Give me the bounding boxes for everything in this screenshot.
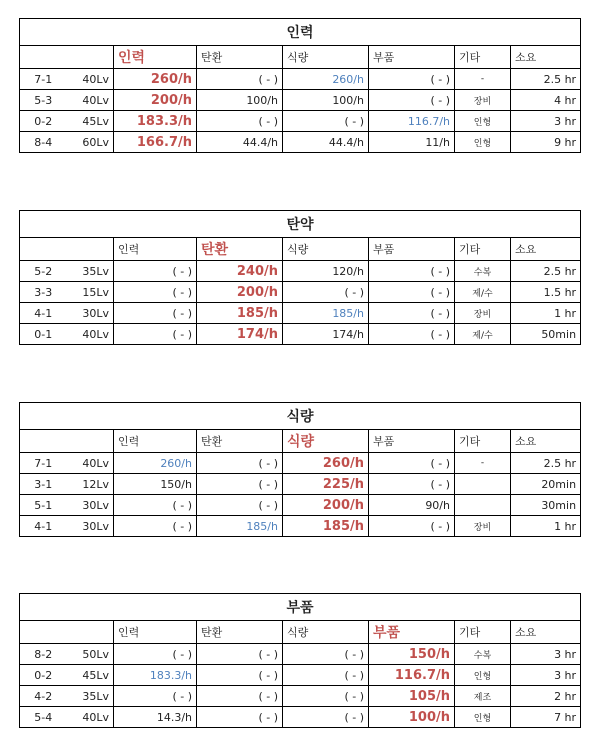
value-cell: ( - ) — [283, 707, 369, 728]
value-cell: ( - ) — [114, 282, 197, 303]
header-row — [20, 238, 581, 261]
map-cell: 3-3 — [20, 282, 67, 303]
value-cell: ( - ) — [114, 303, 197, 324]
level-cell: 40Lv — [67, 90, 114, 111]
section-title: 인력 — [20, 19, 581, 46]
etc-cell: 인형 — [455, 111, 511, 132]
value-cell: ( - ) — [369, 90, 455, 111]
map-cell: 5-4 — [20, 707, 67, 728]
value-cell: 183.3/h — [114, 111, 197, 132]
column-header: 기타 — [455, 621, 511, 644]
table-row — [20, 324, 581, 345]
header-blank — [20, 238, 114, 261]
table-row — [20, 111, 581, 132]
value-cell: 150/h — [114, 474, 197, 495]
value-cell: ( - ) — [369, 261, 455, 282]
value-cell: 100/h — [283, 90, 369, 111]
etc-cell: 제조 — [455, 686, 511, 707]
time-cell: 2.5 hr — [511, 453, 581, 474]
value-cell: ( - ) — [197, 474, 283, 495]
time-cell: 2.5 hr — [511, 261, 581, 282]
section-table-4 — [19, 593, 581, 728]
value-cell: ( - ) — [369, 453, 455, 474]
map-cell: 4-1 — [20, 303, 67, 324]
time-cell: 2.5 hr — [511, 69, 581, 90]
level-cell: 60Lv — [67, 132, 114, 153]
value-cell: ( - ) — [197, 707, 283, 728]
time-cell: 3 hr — [511, 111, 581, 132]
section-table-1 — [19, 18, 581, 153]
time-cell: 1 hr — [511, 303, 581, 324]
column-header: 소요 — [511, 238, 581, 261]
header-row — [20, 430, 581, 453]
value-cell: ( - ) — [369, 69, 455, 90]
table-row — [20, 132, 581, 153]
etc-cell: 장비 — [455, 516, 511, 537]
time-cell: 7 hr — [511, 707, 581, 728]
level-cell: 15Lv — [67, 282, 114, 303]
column-header: 기타 — [455, 430, 511, 453]
level-cell: 50Lv — [67, 644, 114, 665]
value-cell: 185/h — [283, 516, 369, 537]
value-cell: ( - ) — [197, 495, 283, 516]
column-header: 부품 — [369, 238, 455, 261]
value-cell: ( - ) — [197, 111, 283, 132]
time-cell: 1 hr — [511, 516, 581, 537]
etc-cell: - — [455, 453, 511, 474]
map-cell: 0-2 — [20, 665, 67, 686]
time-cell: 3 hr — [511, 644, 581, 665]
map-cell: 5-2 — [20, 261, 67, 282]
value-cell: 150/h — [369, 644, 455, 665]
time-cell: 3 hr — [511, 665, 581, 686]
value-cell: 200/h — [283, 495, 369, 516]
table-row — [20, 516, 581, 537]
level-cell: 40Lv — [67, 453, 114, 474]
level-cell: 45Lv — [67, 665, 114, 686]
column-header: 식량 — [283, 621, 369, 644]
header-blank — [20, 621, 114, 644]
value-cell: ( - ) — [114, 644, 197, 665]
value-cell: ( - ) — [283, 665, 369, 686]
value-cell: 240/h — [197, 261, 283, 282]
level-cell: 12Lv — [67, 474, 114, 495]
value-cell: ( - ) — [197, 453, 283, 474]
value-cell: 174/h — [283, 324, 369, 345]
time-cell: 20min — [511, 474, 581, 495]
column-header: 식량 — [283, 238, 369, 261]
etc-cell: 수복 — [455, 644, 511, 665]
level-cell: 30Lv — [67, 516, 114, 537]
value-cell: 14.3/h — [114, 707, 197, 728]
time-cell: 30min — [511, 495, 581, 516]
section-table-2 — [19, 210, 581, 345]
map-cell: 8-4 — [20, 132, 67, 153]
column-header: 인력 — [114, 430, 197, 453]
map-cell: 7-1 — [20, 453, 67, 474]
section-title: 탄약 — [20, 211, 581, 238]
time-cell: 4 hr — [511, 90, 581, 111]
value-cell: ( - ) — [283, 644, 369, 665]
table-row — [20, 69, 581, 90]
table-row — [20, 495, 581, 516]
value-cell: 11/h — [369, 132, 455, 153]
value-cell: ( - ) — [197, 69, 283, 90]
value-cell: ( - ) — [114, 516, 197, 537]
value-cell: 260/h — [114, 69, 197, 90]
map-cell: 0-2 — [20, 111, 67, 132]
etc-cell: 장비 — [455, 303, 511, 324]
table-row — [20, 686, 581, 707]
column-header: 부품 — [369, 430, 455, 453]
etc-cell: 제/수 — [455, 324, 511, 345]
column-header: 인력 — [114, 621, 197, 644]
table-row — [20, 665, 581, 686]
etc-cell — [455, 474, 511, 495]
value-cell: 185/h — [197, 516, 283, 537]
map-cell: 4-1 — [20, 516, 67, 537]
etc-cell: 장비 — [455, 90, 511, 111]
value-cell: 100/h — [197, 90, 283, 111]
etc-cell — [455, 495, 511, 516]
value-cell: 200/h — [197, 282, 283, 303]
etc-cell: - — [455, 69, 511, 90]
value-cell: 260/h — [283, 69, 369, 90]
etc-cell: 인형 — [455, 132, 511, 153]
column-header: 탄환 — [197, 46, 283, 69]
value-cell: 185/h — [197, 303, 283, 324]
table-row — [20, 644, 581, 665]
table-row — [20, 707, 581, 728]
value-cell: ( - ) — [114, 324, 197, 345]
level-cell: 45Lv — [67, 111, 114, 132]
column-header: 탄환 — [197, 430, 283, 453]
table-row — [20, 261, 581, 282]
value-cell: ( - ) — [369, 474, 455, 495]
value-cell: ( - ) — [283, 111, 369, 132]
column-header: 탄환 — [197, 621, 283, 644]
value-cell: ( - ) — [369, 516, 455, 537]
column-header: 소요 — [511, 46, 581, 69]
header-row — [20, 621, 581, 644]
map-cell: 0-1 — [20, 324, 67, 345]
level-cell: 40Lv — [67, 707, 114, 728]
column-header: 소요 — [511, 430, 581, 453]
value-cell: ( - ) — [369, 282, 455, 303]
value-cell: ( - ) — [114, 495, 197, 516]
value-cell: ( - ) — [369, 324, 455, 345]
section-table-3 — [19, 402, 581, 537]
value-cell: 116.7/h — [369, 111, 455, 132]
etc-cell: 인형 — [455, 665, 511, 686]
map-cell: 5-3 — [20, 90, 67, 111]
value-cell: ( - ) — [369, 303, 455, 324]
etc-cell: 제/수 — [455, 282, 511, 303]
value-cell: ( - ) — [114, 686, 197, 707]
value-cell: ( - ) — [197, 644, 283, 665]
value-cell: ( - ) — [197, 665, 283, 686]
column-header: 인력 — [114, 238, 197, 261]
table-row — [20, 453, 581, 474]
level-cell: 30Lv — [67, 303, 114, 324]
column-header: 부품 — [369, 46, 455, 69]
value-cell: 105/h — [369, 686, 455, 707]
level-cell: 40Lv — [67, 69, 114, 90]
value-cell: ( - ) — [283, 282, 369, 303]
value-cell: ( - ) — [197, 686, 283, 707]
time-cell: 2 hr — [511, 686, 581, 707]
value-cell: ( - ) — [114, 261, 197, 282]
map-cell: 3-1 — [20, 474, 67, 495]
map-cell: 7-1 — [20, 69, 67, 90]
time-cell: 1.5 hr — [511, 282, 581, 303]
table-row — [20, 474, 581, 495]
value-cell: 260/h — [283, 453, 369, 474]
column-header: 인력 — [114, 46, 197, 69]
value-cell: 260/h — [114, 453, 197, 474]
time-cell: 50min — [511, 324, 581, 345]
header-blank — [20, 46, 114, 69]
level-cell: 30Lv — [67, 495, 114, 516]
map-cell: 5-1 — [20, 495, 67, 516]
section-title: 식량 — [20, 403, 581, 430]
level-cell: 35Lv — [67, 261, 114, 282]
column-header: 기타 — [455, 46, 511, 69]
table-row — [20, 90, 581, 111]
map-cell: 4-2 — [20, 686, 67, 707]
value-cell: ( - ) — [283, 686, 369, 707]
value-cell: 225/h — [283, 474, 369, 495]
column-header: 식량 — [283, 430, 369, 453]
time-cell: 9 hr — [511, 132, 581, 153]
value-cell: 166.7/h — [114, 132, 197, 153]
column-header: 부품 — [369, 621, 455, 644]
value-cell: 90/h — [369, 495, 455, 516]
section-title: 부품 — [20, 594, 581, 621]
column-header: 기타 — [455, 238, 511, 261]
table-row — [20, 303, 581, 324]
value-cell: 120/h — [283, 261, 369, 282]
level-cell: 40Lv — [67, 324, 114, 345]
column-header: 탄환 — [197, 238, 283, 261]
column-header: 소요 — [511, 621, 581, 644]
map-cell: 8-2 — [20, 644, 67, 665]
value-cell: 185/h — [283, 303, 369, 324]
column-header: 식량 — [283, 46, 369, 69]
etc-cell: 인형 — [455, 707, 511, 728]
value-cell: 174/h — [197, 324, 283, 345]
header-blank — [20, 430, 114, 453]
value-cell: 100/h — [369, 707, 455, 728]
value-cell: 44.4/h — [197, 132, 283, 153]
etc-cell: 수복 — [455, 261, 511, 282]
value-cell: 183.3/h — [114, 665, 197, 686]
value-cell: 116.7/h — [369, 665, 455, 686]
value-cell: 200/h — [114, 90, 197, 111]
value-cell: 44.4/h — [283, 132, 369, 153]
header-row — [20, 46, 581, 69]
table-row — [20, 282, 581, 303]
level-cell: 35Lv — [67, 686, 114, 707]
